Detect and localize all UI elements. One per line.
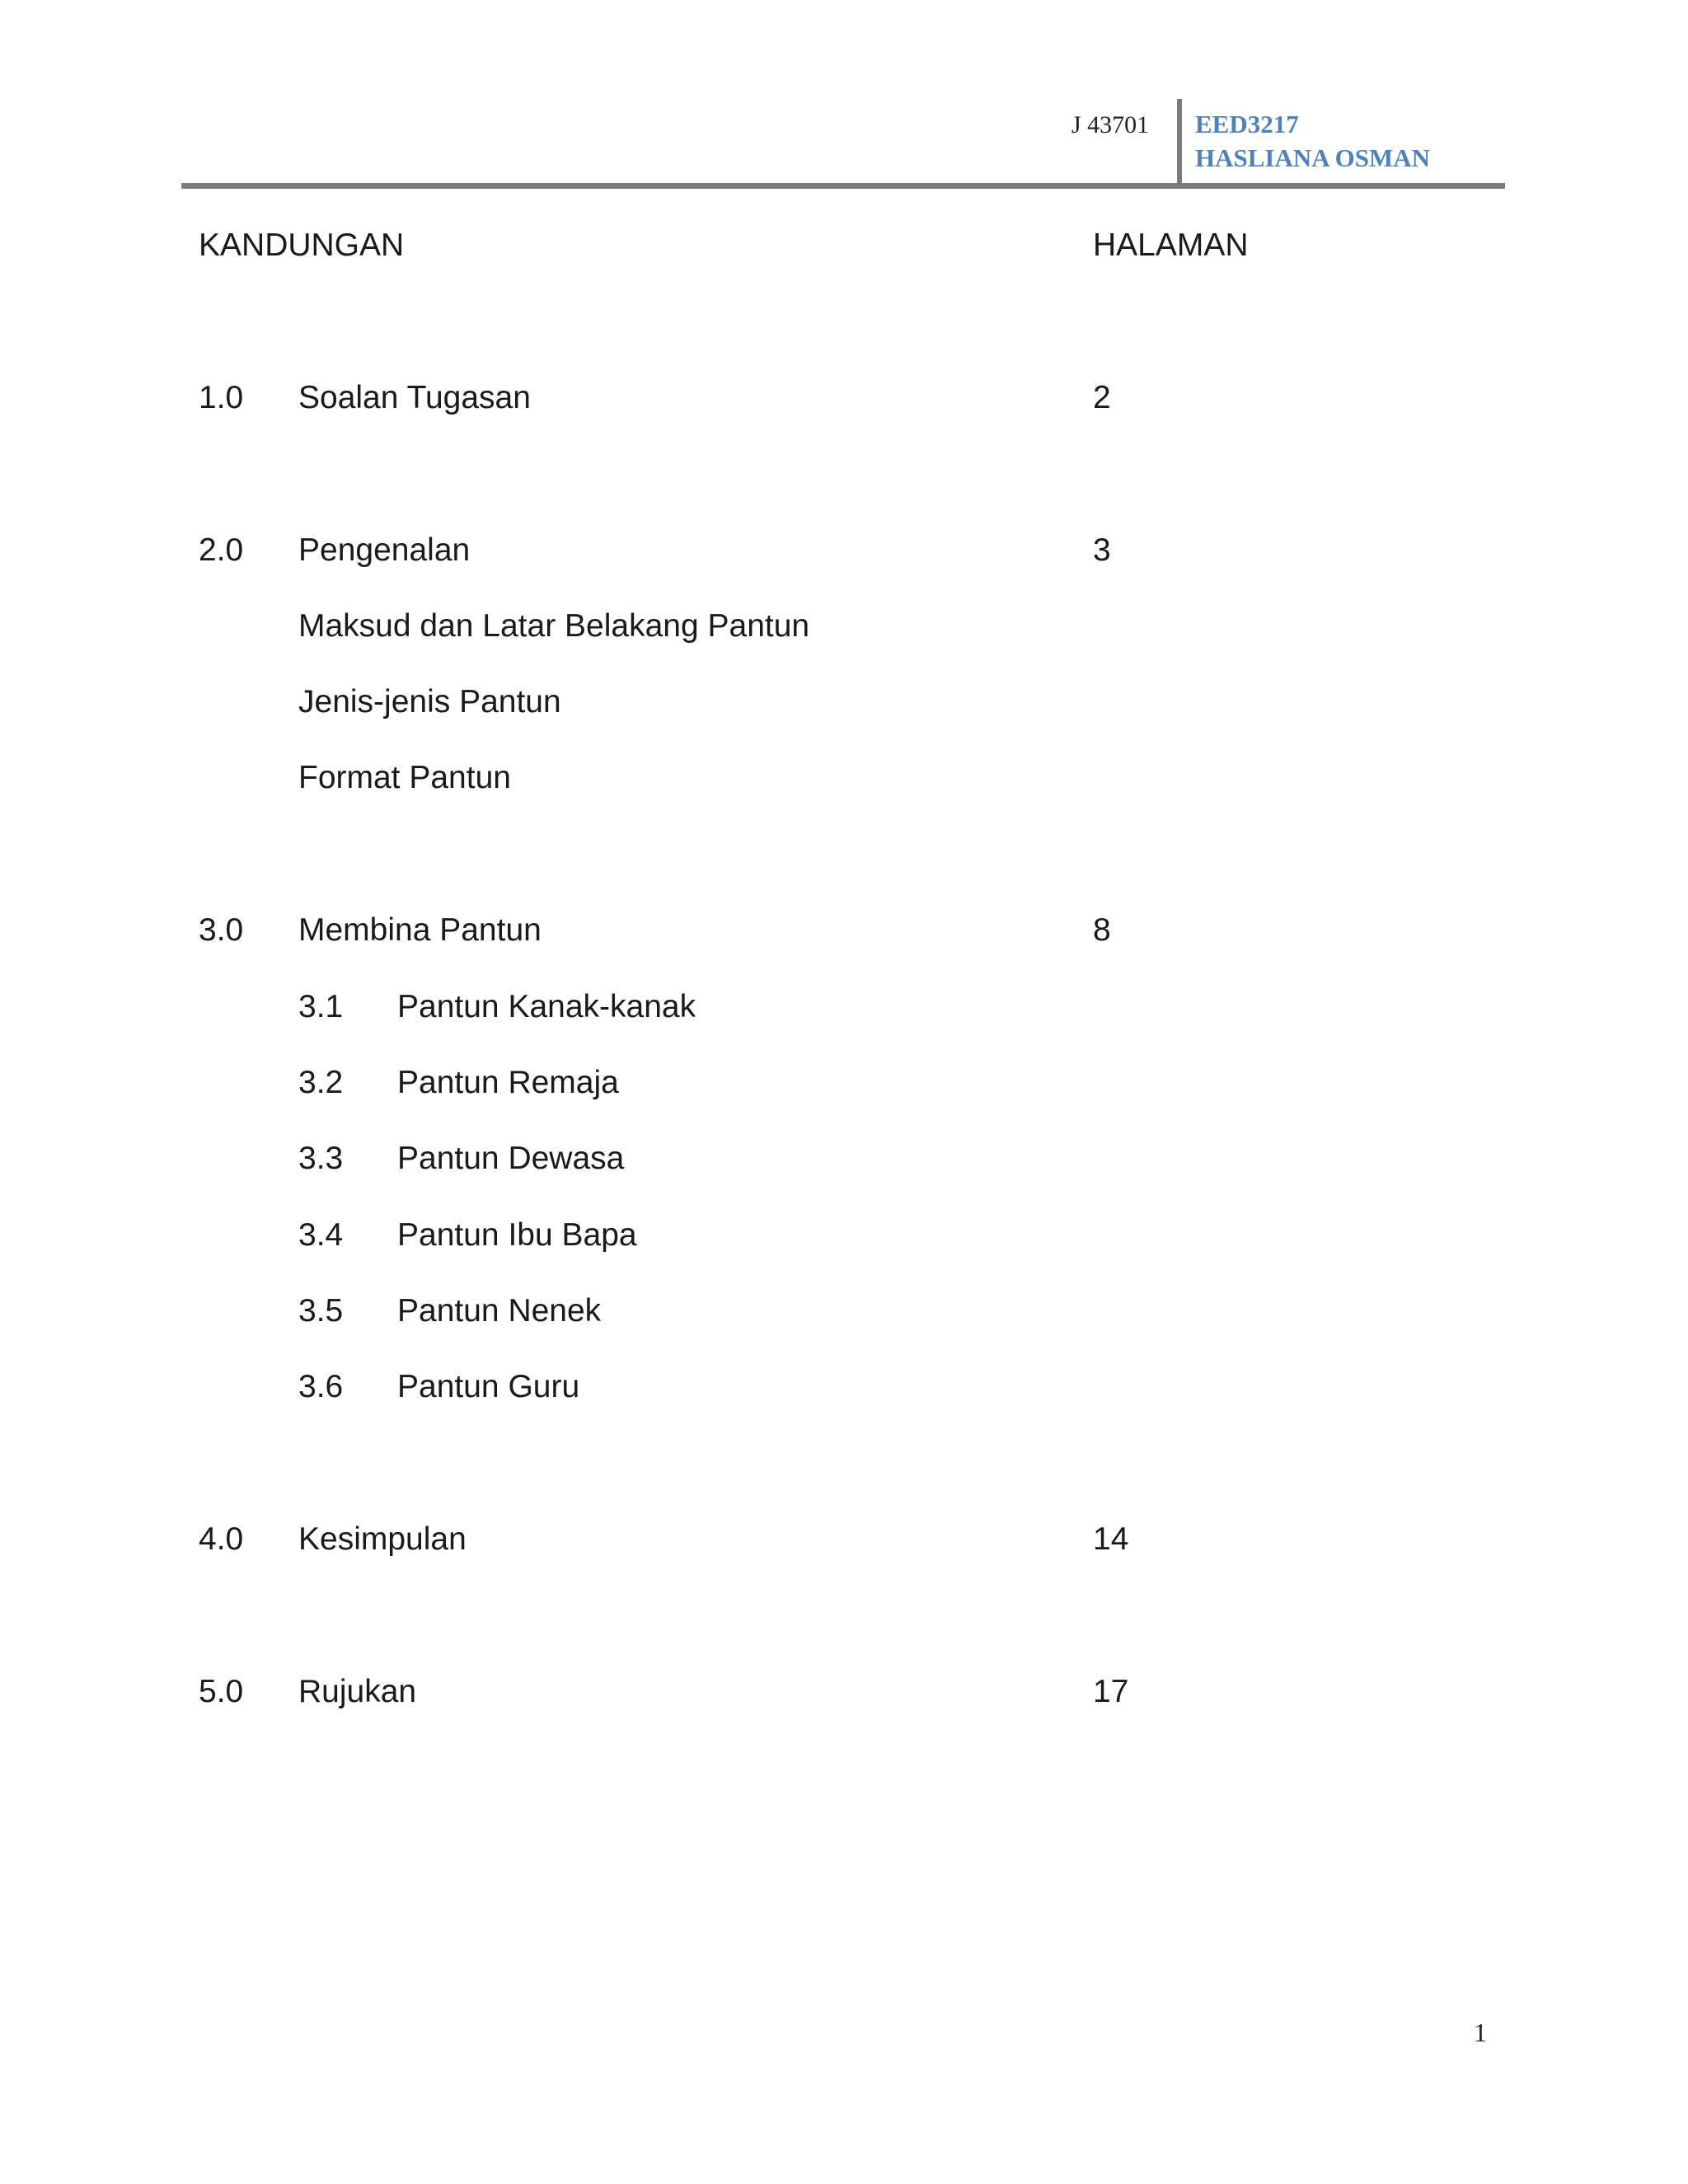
page-number: 1 bbox=[1474, 2018, 1487, 2047]
subsection-title: Pantun Ibu Bapa bbox=[397, 1217, 637, 1253]
section-title: Kesimpulan bbox=[298, 1521, 467, 1557]
section-number: 3.0 bbox=[199, 912, 244, 948]
header-code: J 43701 bbox=[1071, 111, 1150, 138]
subsection-title: Pantun Kanak-kanak bbox=[397, 989, 696, 1024]
section-number: 1.0 bbox=[199, 380, 244, 415]
subsection-number: 3.3 bbox=[298, 1141, 344, 1176]
section-number: 4.0 bbox=[199, 1521, 244, 1557]
header-course: EED3217 bbox=[1195, 110, 1299, 138]
section-number: 5.0 bbox=[199, 1674, 244, 1709]
section-subtitle: Format Pantun bbox=[298, 760, 511, 795]
section-title: Soalan Tugasan bbox=[298, 380, 531, 415]
section-title: Pengenalan bbox=[298, 532, 471, 568]
section-title: Rujukan bbox=[298, 1674, 417, 1709]
header-author: HASLIANA OSMAN bbox=[1195, 143, 1431, 172]
page-header bbox=[0, 0, 1688, 198]
subsection-number: 3.5 bbox=[298, 1293, 344, 1329]
section-page: 8 bbox=[1093, 912, 1111, 948]
subsection-number: 3.2 bbox=[298, 1065, 344, 1100]
toc-page-heading: HALAMAN bbox=[1093, 227, 1249, 263]
subsection-number: 3.6 bbox=[298, 1369, 344, 1404]
subsection-title: Pantun Nenek bbox=[397, 1293, 602, 1329]
subsection-title: Pantun Dewasa bbox=[397, 1141, 625, 1176]
header-divider bbox=[1177, 99, 1182, 183]
section-page: 3 bbox=[1093, 532, 1111, 568]
section-page: 2 bbox=[1093, 380, 1111, 415]
toc-title: KANDUNGAN bbox=[199, 227, 405, 263]
subsection-title: Pantun Guru bbox=[397, 1369, 580, 1404]
subsection-number: 3.4 bbox=[298, 1217, 344, 1253]
section-page: 17 bbox=[1093, 1674, 1129, 1709]
section-page: 14 bbox=[1093, 1521, 1129, 1557]
header-rule bbox=[181, 183, 1505, 189]
subsection-title: Pantun Remaja bbox=[397, 1065, 619, 1100]
subsection-number: 3.1 bbox=[298, 989, 344, 1024]
section-title: Membina Pantun bbox=[298, 912, 542, 948]
section-subtitle: Jenis-jenis Pantun bbox=[298, 684, 561, 719]
section-number: 2.0 bbox=[199, 532, 244, 568]
section-subtitle: Maksud dan Latar Belakang Pantun bbox=[298, 608, 810, 644]
